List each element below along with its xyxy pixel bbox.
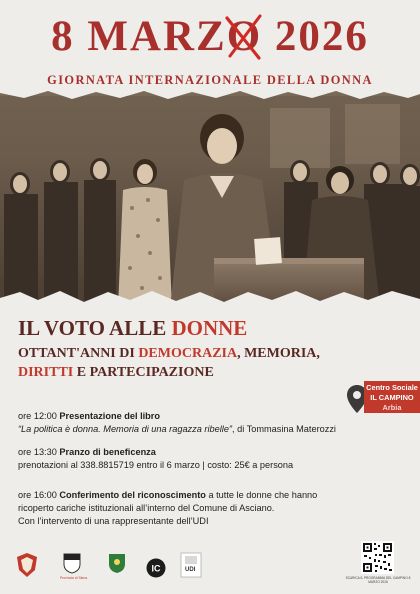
qr-caption: SCARICA IL PROGRAMMA DEL CAMPINO 8 MARZO 2026 <box>345 576 411 584</box>
subtitle-democrazia: DEMOCRAZIA <box>138 346 238 361</box>
event-title: Presentazione del libro <box>59 411 160 421</box>
event-details-line2: Con l’intervento di una rappresentante dell’UDI <box>18 516 209 526</box>
event-subtitle: GIORNATA INTERNAZIONALE DELLA DONNA <box>47 73 373 87</box>
book-title: “La politica è donna. Memoria di una ragazza ribelle” <box>18 424 232 434</box>
udi-caption: UDI <box>185 567 196 573</box>
title-year: 2026 <box>274 13 369 60</box>
coat-of-arms-logo <box>16 552 38 578</box>
venue-line3: Arbia <box>382 403 402 412</box>
vintage-voting-photo <box>0 88 420 308</box>
ic-circle-logo <box>146 558 166 578</box>
event-time: ore 12:00 <box>18 411 60 421</box>
event-charity-lunch <box>18 446 413 472</box>
subtitle-part1: OTTANT'ANNI DI <box>18 346 139 361</box>
sponsor-logos <box>16 552 276 586</box>
svg-text:IC: IC <box>151 563 161 574</box>
subtitle-part3: , MEMORIA, <box>237 346 320 361</box>
title-struck-letter: O <box>227 14 262 60</box>
qr-code-icon[interactable] <box>361 541 394 574</box>
event-details: a tutte le donne che hanno ricoperto cariche istituzionali all’interno del Comune di Asciano. <box>18 490 318 513</box>
book-author: , di Tommasina Materozzi <box>231 424 336 434</box>
event-details: prenotazioni al 338.8815719 entro il 6 marzo | costo: 25€ a persona <box>18 460 294 470</box>
venue-line1: Centro Sociale <box>366 383 418 392</box>
event-time: ore 16:00 <box>18 490 60 500</box>
event-date-title <box>0 14 420 60</box>
venue-line2: IL CAMPINO <box>370 393 414 402</box>
subtitle-diritti: DIRITTI <box>18 365 74 380</box>
title-lead: 8 MARZ <box>51 13 227 60</box>
event-book-presentation <box>18 410 413 436</box>
event-recognition <box>18 489 348 528</box>
province-shield-logo <box>60 552 88 580</box>
udi-logo <box>180 552 202 578</box>
venue-badge <box>364 381 420 413</box>
main-subtitle <box>18 344 378 382</box>
municipality-logo <box>108 552 126 574</box>
subtitle-part5: E PARTECIPAZIONE <box>73 365 214 380</box>
event-title: Pranzo di beneficenza <box>59 447 156 457</box>
provincia-caption: Provincia di Siena <box>60 576 88 580</box>
event-title: Conferimento del riconoscimento <box>59 490 206 500</box>
main-title <box>18 316 247 341</box>
main-title-part2: DONNE <box>171 316 248 340</box>
event-time: ore 13:30 <box>18 447 60 457</box>
main-title-part1: IL VOTO ALLE <box>18 316 172 340</box>
